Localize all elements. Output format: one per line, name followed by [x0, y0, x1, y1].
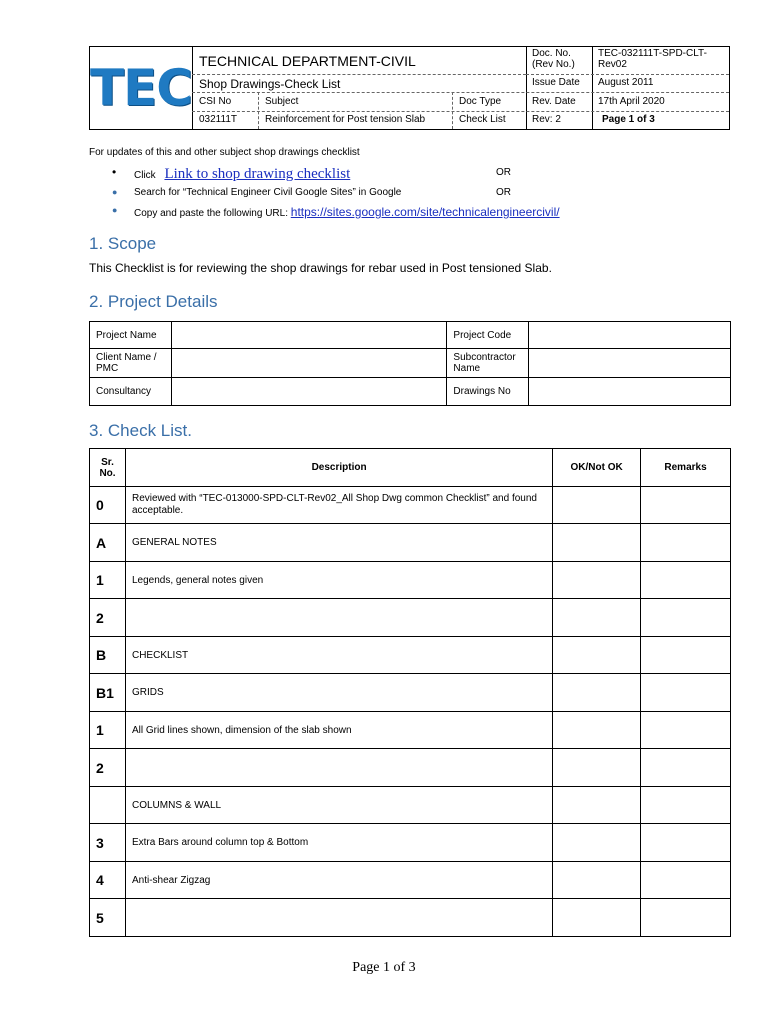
ok-cell[interactable]	[553, 599, 641, 637]
description: Extra Bars around column top & Bottom	[125, 824, 552, 862]
project-name-field[interactable]	[171, 322, 446, 349]
subject-label: Subject	[265, 96, 299, 107]
ok-not-ok-header: OK/Not OK	[553, 449, 641, 487]
table-row	[90, 524, 731, 562]
or-label: OR	[496, 167, 511, 178]
ok-cell[interactable]	[553, 899, 641, 937]
remarks-cell[interactable]	[641, 674, 731, 712]
sr-no	[90, 787, 126, 824]
description: All Grid lines shown, dimension of the slab shown	[125, 712, 552, 749]
ok-cell[interactable]	[553, 674, 641, 712]
remarks-cell[interactable]	[641, 862, 731, 899]
table-row	[90, 712, 731, 749]
table-row	[90, 487, 731, 524]
sr-no: 0	[90, 487, 126, 524]
divider	[192, 111, 729, 112]
issue-date-value: August 2011	[598, 77, 654, 88]
project-code-field[interactable]	[529, 322, 731, 349]
sr-no: 4	[90, 862, 126, 899]
bullet-icon: •	[112, 165, 117, 179]
click-label: Click	[134, 170, 156, 181]
document-title: Shop Drawings-Check List	[199, 77, 341, 91]
project-details-heading: 2. Project Details	[89, 292, 218, 311]
table-row	[90, 637, 731, 674]
table-row	[90, 674, 731, 712]
subcontractor-name-field[interactable]	[529, 349, 731, 378]
client-name-label: Client Name / PMC	[90, 349, 172, 378]
description: COLUMNS & WALL	[125, 787, 552, 824]
doc-type-value: Check List	[459, 114, 506, 125]
remarks-cell[interactable]	[641, 712, 731, 749]
description: Reviewed with “TEC-013000-SPD-CLT-Rev02_All Shop Dwg common Checklist” and found acceptable.	[125, 487, 552, 524]
table-row	[90, 378, 731, 406]
sr-no-header: Sr. No.	[90, 449, 126, 487]
ok-cell[interactable]	[553, 862, 641, 899]
divider	[192, 92, 729, 93]
ok-cell[interactable]	[553, 712, 641, 749]
ok-cell[interactable]	[553, 637, 641, 674]
remarks-cell[interactable]	[641, 787, 731, 824]
sr-no: 3	[90, 824, 126, 862]
table-row	[90, 322, 731, 349]
scope-heading: 1. Scope	[89, 234, 157, 253]
description: GENERAL NOTES	[125, 524, 552, 562]
ok-cell[interactable]	[553, 787, 641, 824]
doc-no-label: Doc. No. (Rev No.)	[532, 48, 575, 70]
remarks-cell[interactable]	[641, 524, 731, 562]
remarks-header: Remarks	[641, 449, 731, 487]
sr-no: 2	[90, 749, 126, 787]
ok-cell[interactable]	[553, 749, 641, 787]
checklist-heading: 3. Check List.	[89, 421, 192, 440]
intro-text: For updates of this and other subject shop drawings checklist	[89, 147, 360, 158]
table-row	[90, 749, 731, 787]
logo-cell	[90, 47, 193, 129]
table-row	[90, 599, 731, 637]
table-row	[90, 349, 731, 378]
sr-no: 2	[90, 599, 126, 637]
checklist-table	[89, 448, 731, 937]
project-details-table	[89, 321, 731, 406]
csi-value: 032111T	[199, 114, 237, 125]
shop-drawing-checklist-link[interactable]: Link to shop drawing checklist	[164, 166, 351, 182]
table-row	[90, 787, 731, 824]
google-sites-link[interactable]: https://sites.google.com/site/technicalengineercivil/	[290, 205, 560, 219]
description	[125, 899, 552, 937]
table-row	[90, 562, 731, 599]
url-instruction: Copy and paste the following URL:	[134, 208, 288, 219]
ok-cell[interactable]	[553, 487, 641, 524]
or-label: OR	[496, 187, 511, 198]
remarks-cell[interactable]	[641, 487, 731, 524]
remarks-cell[interactable]	[641, 749, 731, 787]
table-header-row	[90, 449, 731, 487]
doc-type-label: Doc Type	[459, 96, 502, 107]
description: GRIDS	[125, 674, 552, 712]
consultancy-field[interactable]	[171, 378, 446, 406]
remarks-cell[interactable]	[641, 824, 731, 862]
description	[125, 599, 552, 637]
sr-no: 5	[90, 899, 126, 937]
consultancy-label: Consultancy	[90, 378, 172, 406]
drawings-no-label: Drawings No	[447, 378, 529, 406]
project-code-label: Project Code	[447, 322, 529, 349]
sr-no: 1	[90, 562, 126, 599]
rev-date-label: Rev. Date	[532, 96, 576, 107]
description: Anti-shear Zigzag	[125, 862, 552, 899]
sr-no: 1	[90, 712, 126, 749]
divider	[192, 74, 526, 75]
search-instruction: Search for “Technical Engineer Civil Google Sites” in Google	[134, 187, 402, 198]
table-row	[90, 899, 731, 937]
client-name-field[interactable]	[171, 349, 446, 378]
table-row	[90, 824, 731, 862]
ok-cell[interactable]	[553, 824, 641, 862]
subject-value: Reinforcement for Post tension Slab	[265, 114, 426, 125]
issue-date-label: Issue Date	[532, 77, 580, 88]
sr-no: B	[90, 637, 126, 674]
company-logo: TEC	[90, 59, 192, 117]
page-value: Page 1 of 3	[602, 114, 655, 125]
remarks-cell[interactable]	[641, 599, 731, 637]
bullet-icon: ●	[112, 187, 118, 197]
project-name-label: Project Name	[90, 322, 172, 349]
scope-text: This Checklist is for reviewing the shop drawings for rebar used in Post tensioned Slab.	[89, 261, 552, 275]
description: Legends, general notes given	[125, 562, 552, 599]
subcontractor-name-label: Subcontractor Name	[447, 349, 529, 378]
description-header: Description	[125, 449, 552, 487]
remarks-cell[interactable]	[641, 899, 731, 937]
page-footer: Page 1 of 3	[352, 960, 416, 975]
description: CHECKLIST	[125, 637, 552, 674]
bullet-icon: ●	[112, 205, 118, 215]
sr-no: A	[90, 524, 126, 562]
department-title: TECHNICAL DEPARTMENT-CIVIL	[199, 53, 416, 69]
remarks-cell[interactable]	[641, 637, 731, 674]
rev-date-value: 17th April 2020	[598, 96, 665, 107]
sr-no: B1	[90, 674, 126, 712]
table-row	[90, 862, 731, 899]
document-header	[89, 46, 730, 130]
ok-cell[interactable]	[553, 524, 641, 562]
divider	[526, 74, 729, 75]
doc-no-value: TEC-032111T-SPD-CLT-Rev02	[598, 48, 707, 70]
description	[125, 749, 552, 787]
csi-label: CSI No	[199, 96, 232, 107]
drawings-no-field[interactable]	[529, 378, 731, 406]
remarks-cell[interactable]	[641, 562, 731, 599]
ok-cell[interactable]	[553, 562, 641, 599]
rev-value: Rev: 2	[532, 114, 561, 125]
